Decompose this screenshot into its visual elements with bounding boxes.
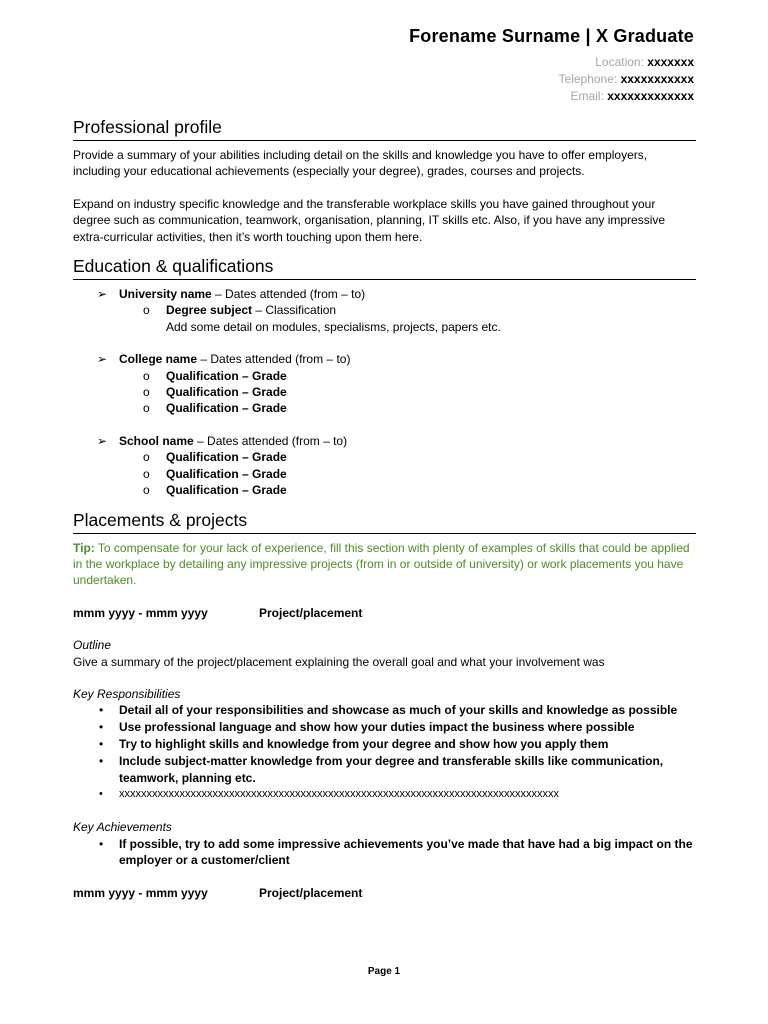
school-name: School name (119, 433, 194, 448)
contact-email (409, 88, 694, 105)
project-title: Project/placement (259, 605, 363, 620)
circle-bullet-icon: o (143, 385, 150, 400)
outline-text: Give a summary of the project/placement explaining the overall goal and what your involvement was (73, 654, 605, 669)
education-heading: Education & qualifications (73, 254, 696, 280)
circle-bullet-icon: o (143, 368, 150, 383)
outline-label: Outline (73, 638, 112, 653)
tip-label: Tip: (73, 540, 95, 555)
location-value: xxxxxxx (647, 55, 694, 69)
project-row (73, 605, 696, 621)
placements-heading: Placements & projects (73, 508, 696, 534)
circle-bullet-icon: o (143, 303, 150, 318)
responsibility-item: • xxxxxxxxxxxxxxxxxxxxxxxxxxxxxxxxxxxxxxxxxxxxxxxxxxxxxxxxxxxxxxxxxxxxxxxxxxxxxxxx (73, 786, 696, 803)
circle-bullet-icon: o (143, 483, 150, 498)
college-qualification: o Qualification – Grade (143, 401, 287, 416)
contact-telephone (409, 71, 694, 88)
telephone-label: Telephone: (558, 72, 618, 86)
cv-body (73, 115, 696, 902)
school-qualification: o Qualification – Grade (143, 466, 287, 481)
profile-paragraph-2: Expand on industry specific knowledge and the transferable workplace skills you have gained throughout your degree such as communication, teamwork, organisation, planning, IT skills etc. Also, if you have any impressive extra-curricular activities, then it’s worth touching upon them here. (73, 196, 666, 244)
responsibility-item: • Include subject-matter knowledge from your degree and transferable skills like communication, teamwork, planning etc. (99, 753, 664, 785)
circle-bullet-icon: o (143, 450, 150, 465)
candidate-name: Forename Surname | X Graduate (409, 26, 694, 46)
email-value: xxxxxxxxxxxxx (607, 89, 694, 103)
degree-entry (73, 302, 696, 318)
contact-location (409, 54, 694, 71)
responsibility-item: • Use professional language and show how your duties impact the business where possible (99, 720, 635, 735)
degree-subject: Degree subject (166, 303, 253, 318)
project-dates: mmm yyyy - mmm yyyy (73, 886, 208, 901)
college-entry (73, 351, 696, 367)
responsibility-item: • Detail all of your responsibilities and showcase as much of your skills and knowledge as possible (99, 703, 678, 718)
project-dates: mmm yyyy - mmm yyyy (73, 605, 208, 620)
tip-text (73, 540, 696, 589)
tip-body: To compensate for your lack of experience, fill this section with plenty of examples of skills that could be applied in the workplace by detailing any impressive projects (from in or outside of university) or work placements you have undertaken. (73, 540, 690, 588)
telephone-value: xxxxxxxxxxx (620, 72, 694, 86)
arrow-bullet-icon: ➢ (97, 433, 108, 448)
bullet-dot-icon: • (99, 788, 103, 801)
circle-bullet-icon: o (143, 401, 150, 416)
circle-bullet-icon: o (143, 466, 150, 481)
profile-paragraph-1: Provide a summary of your abilities including detail on the skills and knowledge you have to offer employers, including your educational achievements (especially your degree), grades, courses and projects. (73, 148, 648, 179)
college-qualification: o Qualification – Grade (143, 385, 287, 400)
bullet-dot-icon: • (99, 720, 104, 735)
arrow-bullet-icon: ➢ (97, 352, 108, 367)
degree-detail: Add some detail on modules, specialisms, projects, papers etc. (166, 319, 501, 334)
location-label: Location: (595, 55, 644, 69)
school-qualification: o Qualification – Grade (143, 450, 287, 465)
school-entry (73, 433, 696, 449)
cv-header (409, 26, 694, 105)
bullet-dot-icon: • (99, 836, 104, 851)
university-entry (73, 286, 696, 302)
page-number: Page 1 (367, 966, 401, 977)
project-title: Project/placement (259, 886, 363, 901)
bullet-dot-icon: • (99, 736, 104, 751)
college-name: College name (119, 352, 198, 367)
school-dates: – Dates attended (from – to) (193, 433, 348, 448)
responsibility-item: • Try to highlight skills and knowledge from your degree and show how you apply them (99, 736, 609, 751)
university-dates: – Dates attended (from – to) (211, 287, 366, 302)
degree-classification: – Classification (252, 303, 337, 318)
arrow-bullet-icon: ➢ (97, 287, 108, 302)
profile-heading: Professional profile (73, 115, 696, 141)
achievement-item: • If possible, try to add some impressive achievements you’ve made that have had a big impact on the employer or a customer/client (99, 836, 693, 868)
college-dates: – Dates attended (from – to) (197, 352, 351, 367)
college-qualification: o Qualification – Grade (143, 368, 287, 383)
bullet-dot-icon: • (99, 753, 104, 768)
bullet-dot-icon: • (99, 703, 104, 718)
university-name: University name (119, 287, 212, 302)
responsibilities-label: Key Responsibilities (73, 686, 181, 701)
school-qualification: o Qualification – Grade (143, 483, 287, 498)
project-row (73, 885, 696, 901)
email-label: Email: (570, 89, 604, 103)
achievements-label: Key Achievements (73, 820, 172, 835)
